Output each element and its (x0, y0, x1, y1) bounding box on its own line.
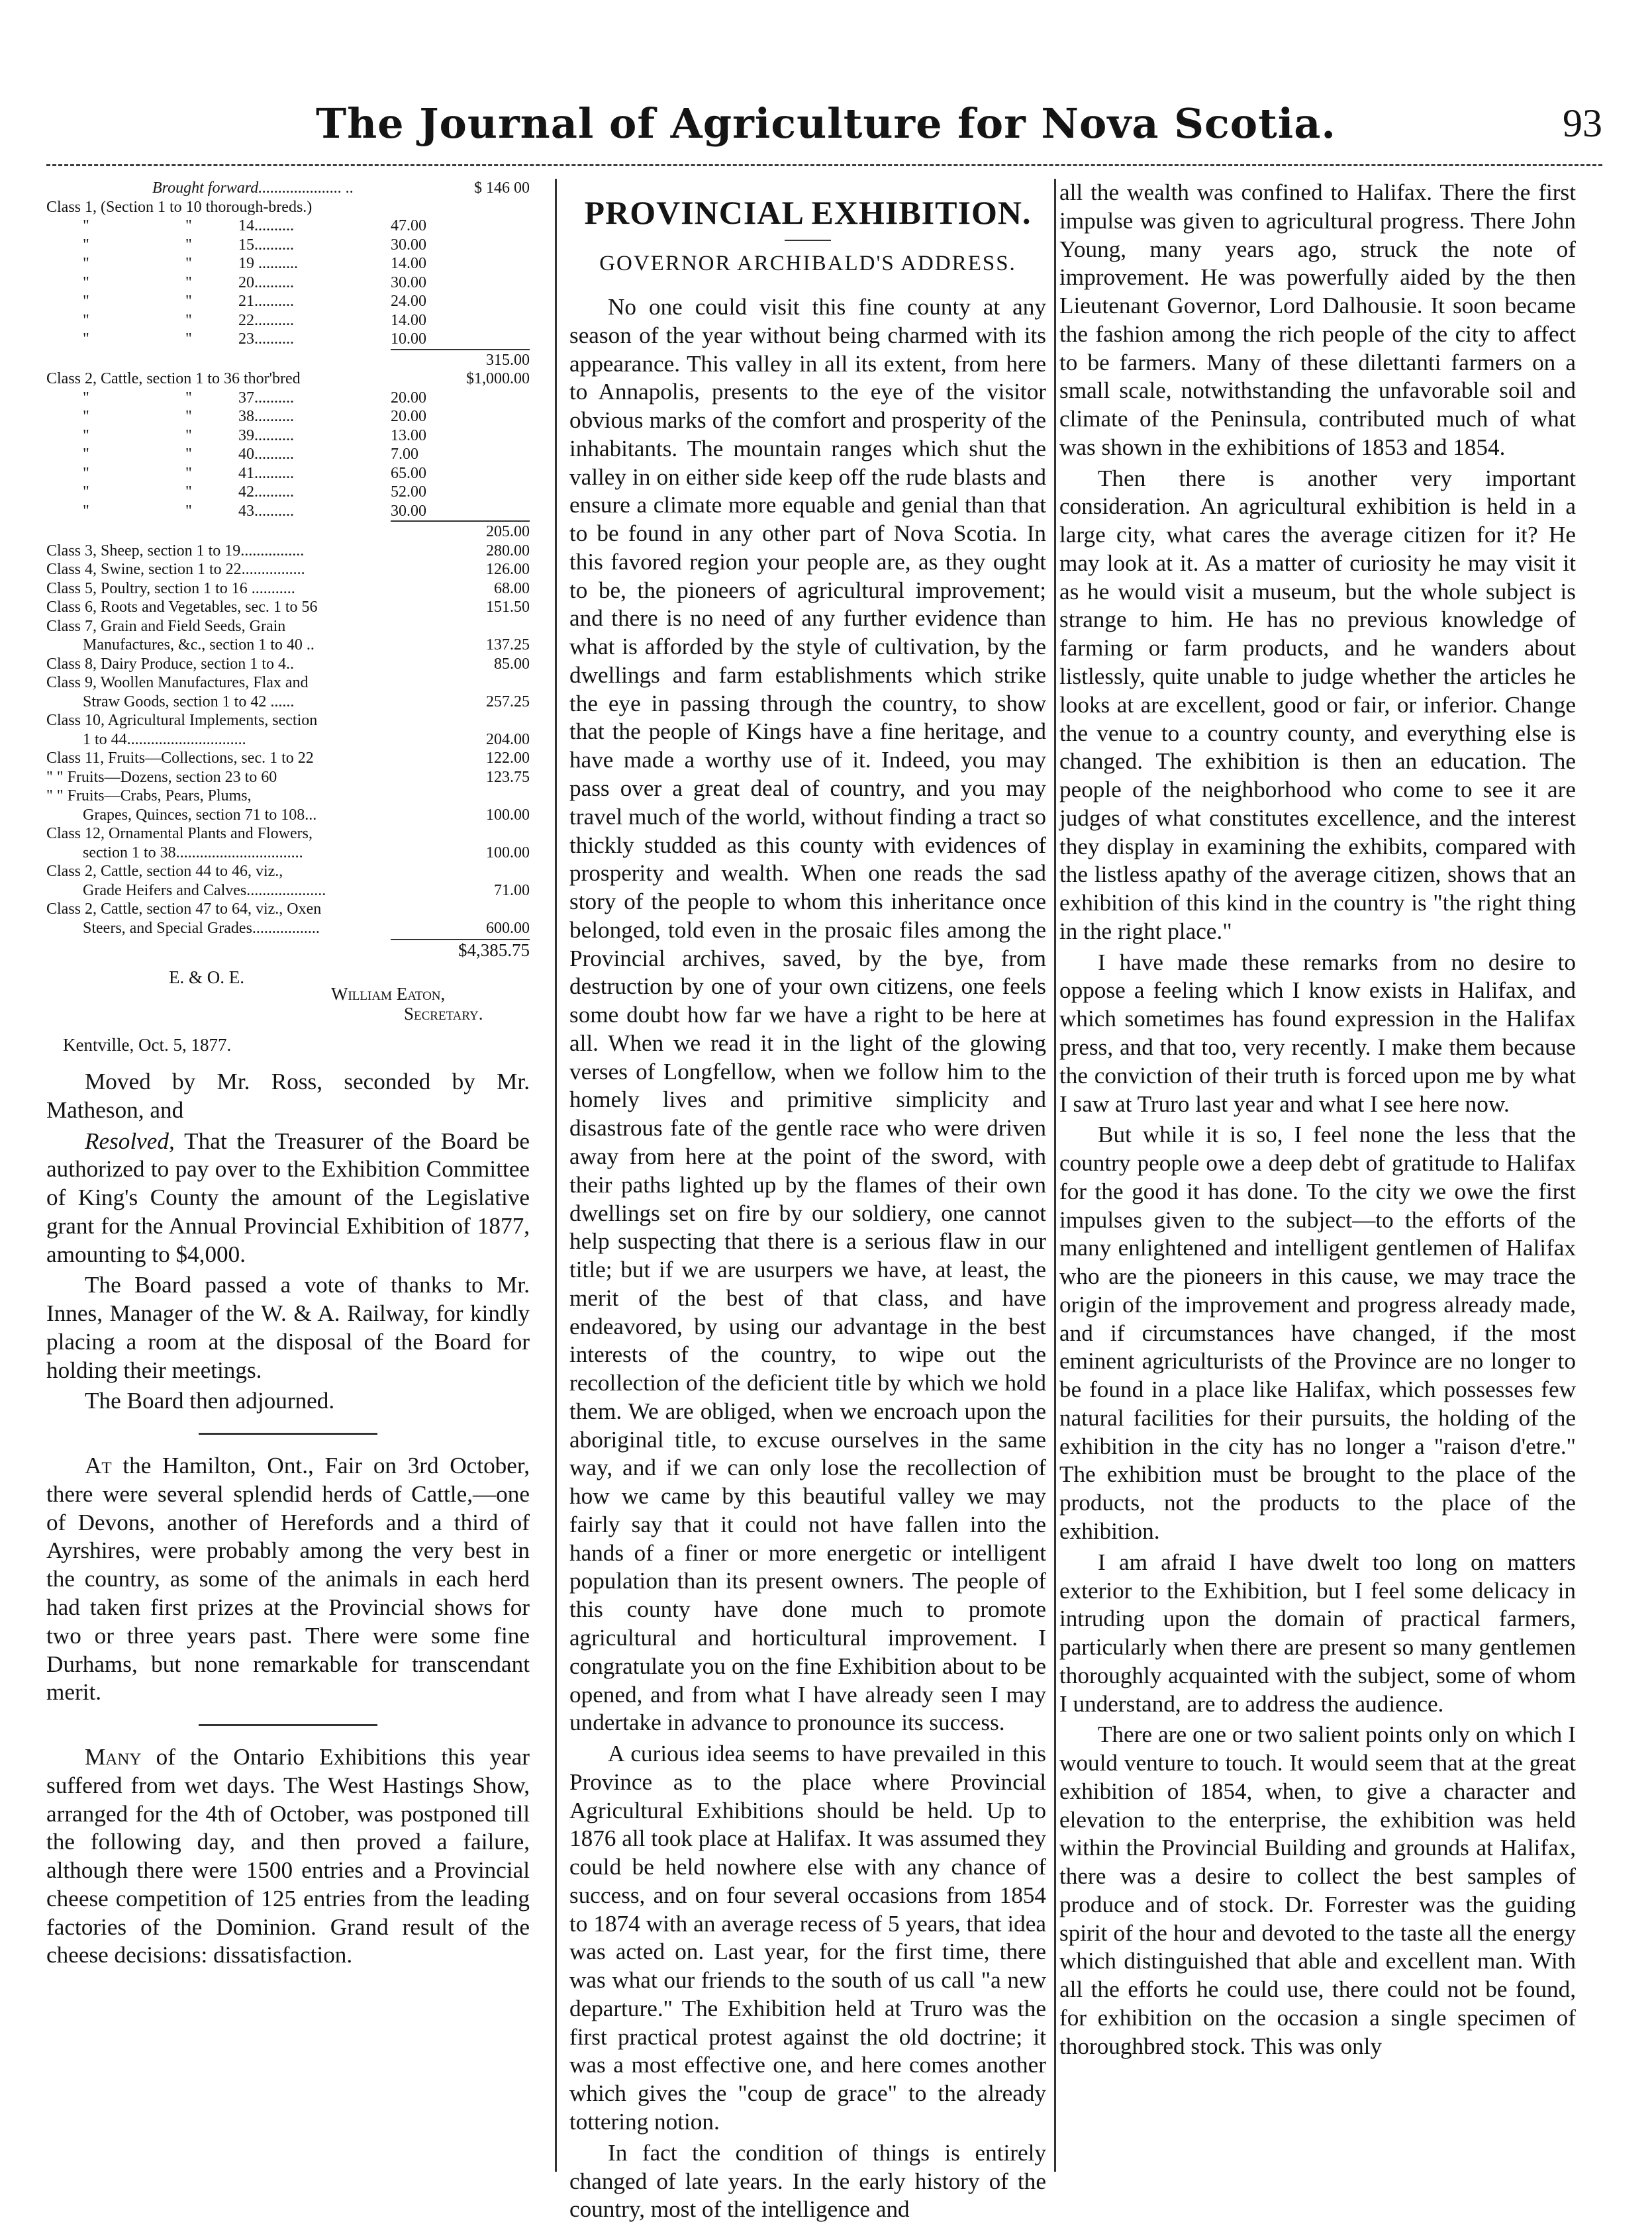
section-number: 39.......... (238, 426, 294, 444)
ditto-mark: " (83, 236, 89, 254)
ditto-mark: " (83, 330, 89, 348)
section-amount: 52.00 (391, 483, 426, 501)
section-amount: 20.00 (391, 389, 426, 407)
signature-block (46, 962, 530, 1068)
lead-word: Many (85, 1744, 142, 1770)
section-number: 20.......... (238, 273, 294, 291)
class-label: Class 5, Poultry, section 1 to 16 ........... (46, 579, 295, 597)
section-number: 38.......... (238, 408, 294, 425)
class-1-subtotal-row (46, 351, 530, 370)
ditto-mark: " (185, 311, 192, 329)
class-label: Class 11, Fruits—Collections, sec. 1 to 22 (46, 750, 314, 767)
class-2-section-row (46, 502, 530, 521)
section-number: 15.......... (238, 236, 294, 254)
section-amount: 47.00 (391, 217, 426, 234)
section-amount: 14.00 (391, 311, 426, 329)
class-line-row (46, 862, 530, 881)
class-label: Manufactures, &c., section 1 to 40 .. (83, 636, 315, 653)
section-number: 14.......... (238, 217, 294, 234)
resolved-label: Resolved, (85, 1128, 175, 1154)
class-label: Class 10, Agricultural Implements, section (46, 712, 318, 729)
ditto-mark: " (83, 255, 89, 272)
column-middle (569, 179, 1046, 2226)
class-2-section-row (46, 483, 530, 502)
class-2-title-value: $1,000.00 (466, 370, 530, 387)
section-rule (199, 1724, 377, 1726)
class-line-row (46, 579, 530, 599)
article-paragraph: No one could visit this fine county at any season of the year without being charmed with its appearance. This valley in all its extent, from here to Annapolis, presents to the eye of the visitor obvious marks of the comfort and prosperity of the inhabitants. The mountain ranges which shut the valley in on either side keep off the rude blasts and ensure a climate more equable and genial than that to be found in any other part of Nova Scotia. In this favored region your people are, as they ought to be, the pioneers of agricultural improvement; and there is no need of any further evidence than what is afforded by the style of cultivation, by the dwellings and farm establishments which strike the eye in passing through the country, to show that the people of Kings have a fine heritage, and have made a worthy use of it. Indeed, you may pass over a great deal of country, and you may travel much of the world, without finding a tract so thickly studded as this county with evidences of prosperity and wealth. When one reads the sad story of the people to whom this inheritance once belonged, told even in the prosaic files among the Provincial archives, saved, by the bye, from destruction by one of your own citizens, one feels some doubt how far we have a right to be here at all. When we read it in the light of the glowing verses of Longfellow, when we follow him to the homely lives and primitive simplicity and disastrous fate of the gentle race who were driven away from here at the point of the sword, with their paths lighted up by the flames of their own dwellings set on fire by our soldiery, one cannot help suspecting that there is a serious flaw in our title; but if we are usurpers we have, at least, the merit of the best of that class, and have endeavored, by using our advantage in the best interests of the country, to wipe out the recollection of the deficient title by which we hold them. We are obliged, when we encroach upon the aboriginal title, to excuse ourselves in the same way, and if we can only lose the recollection of how we came by this beautiful valley we may fairly say that it could not have fallen into the hands of a finer or more energetic or intelligent population than its present owners. The people of this county have done much to promote agricultural and horticultural improvement. I congratulate you on the fine Exhibition about to be opened, and from what I have already seen I may undertake in advance to pronounce its success. (569, 294, 1046, 1736)
ditto-mark: " (185, 408, 192, 425)
article-paragraph: But while it is so, I feel none the less that the country people owe a deep debt of gratitude to Halifax for the good it has done. To the city we owe the first impulses given to the subject—to the efforts of the many enlightened and intelligent gentlemen of Halifax who are the pioneers in this cause, we may trace the origin of the improvement and progress already made, and if circumstances have changed, if the most eminent agriculturists of the Province are no longer to be found in a place like Halifax, which possesses few natural facilities for their pursuits, the holding of the exhibition in the city has no longer a "raison d'etre." The exhibition must be brought to the place of the products, not the products to the place of the exhibition. (1059, 1122, 1576, 1544)
hamilton-fair-item (46, 1452, 530, 1707)
column-left (46, 179, 530, 1972)
class-amount: 126.00 (486, 561, 530, 578)
ditto-mark: " (83, 408, 89, 425)
class-label: 1 to 44.............................. (83, 730, 246, 748)
errors-omissions-note: E. & O. E. (169, 967, 244, 987)
brought-forward-row (46, 179, 530, 198)
ditto-mark: " (185, 502, 192, 520)
article-paragraph: There are one or two salient points only on which I would venture to touch. It would seem that at the great exhibition of 1854, when, to give a character and elevation to the enterprise, the exhibition was held within the Provincial Building and grounds at Halifax, there was a desire to collect the best samples of produce and of stock. Dr. Forrester was the guiding spirit of the hour and devoted to the taste all the energy which distinguished that able and excellent man. With all the efforts he could use, there could not be found, for exhibition on the occasion a single specimen of thoroughbred stock. This was only (1059, 1721, 1576, 2059)
class-amount: 100.00 (486, 844, 530, 861)
column-right (1059, 179, 1576, 2064)
ditto-mark: " (185, 217, 192, 234)
article-paragraph: I am afraid I have dwelt too long on matters exterior to the Exhibition, but I feel some delicacy in intruding upon the domain of practical farmers, particularly when there are present so many gentlemen thoroughly acquainted with the subject, some of whom I understand, are to address the audience. (1059, 1549, 1576, 1717)
resolution-text (46, 1068, 530, 1416)
class-2-subtotal: 205.00 (486, 523, 530, 540)
article-paragraph: Then there is another very important consideration. An agricultural exhibition is held in a large city, what cares the average citizen for it? He may look at it. As a matter of curiosity he may visit it as he would visit a museum, but the whole subject is strange to him. He has no previous knowledge of farming or farm products, and he wanders about listlessly, quite unable to judge whether the articles he looks at are excellent, good or fair, or inferior. Change the venue to a country county, and everything else is changed. The exhibition is then an education. The people of the neighborhood who come to see it are judges of what constitutes excellence, and the interest they display in examining the exhibits, compared with the listless apathy of the average citizen, shows that an exhibition of this kind in the country is "the right thing in the right place." (1059, 465, 1576, 944)
ditto-mark: " (185, 330, 192, 348)
article-paragraph: I have made these remarks from no desire to oppose a feeling which I know exists in Halifax, and which sometimes has found expression in the Halifax press, and that too, very recently. I make them because the conviction of their truth is forced upon me by what I saw at Truro last year and what I see here now. (1059, 949, 1576, 1117)
section-amount: 14.00 (391, 255, 426, 272)
class-amount: 280.00 (486, 542, 530, 559)
class-line-row (46, 768, 530, 787)
secretary-title: Secretary. (404, 1004, 483, 1024)
ditto-mark: " (83, 311, 89, 329)
header-rule (46, 164, 1602, 166)
ditto-mark: " (83, 502, 89, 520)
accounts-table (46, 179, 530, 962)
class-amount: 600.00 (486, 919, 530, 937)
ditto-mark: " (185, 255, 192, 272)
class-2-section-row (46, 426, 530, 446)
class-1-section-row (46, 217, 530, 236)
class-label: Class 2, Cattle, section 44 to 46, viz., (46, 863, 283, 880)
motion-paragraph: Moved by Mr. Ross, seconded by Mr. Matheson, and (46, 1069, 530, 1123)
class-1-section-row (46, 254, 530, 273)
class-amount: 122.00 (486, 750, 530, 767)
class-label: Class 2, Cattle, section 47 to 64, viz., Oxen (46, 900, 322, 918)
title-rule (785, 240, 831, 241)
class-amount: 100.00 (486, 806, 530, 824)
ditto-mark: " (83, 426, 89, 444)
total-row (46, 941, 530, 962)
class-line-row (46, 824, 530, 844)
resolved-paragraph (46, 1128, 530, 1269)
class-1-title: Class 1, (Section 1 to 10 thorough-breds.) (46, 198, 313, 216)
section-number: 23.......... (238, 330, 294, 348)
class-line-row (46, 673, 530, 693)
ditto-mark: " (83, 217, 89, 234)
ditto-mark: " (185, 426, 192, 444)
class-label: section 1 to 38................................ (83, 844, 303, 861)
section-number: 42.......... (238, 483, 294, 501)
class-label: Class 4, Swine, section 1 to 22................ (46, 561, 305, 578)
class-1-subtotal: 315.00 (486, 351, 530, 369)
class-line-row (46, 711, 530, 730)
resolved-body: That the Treasurer of the Board be authorized to pay over to the Exhibition Committee of King's County the amount of the Legislative grant for the Annual Provincial Exhibition of 1877, amounting to $4,000. (46, 1128, 530, 1267)
section-number: 43.......... (238, 502, 294, 520)
ditto-mark: " (185, 446, 192, 463)
section-amount: 10.00 (391, 330, 426, 348)
ontario-text: of the Ontario Exhibitions this year suffered from wet days. The West Hastings Show, arranged for the 4th of October, was postponed till the following day, and then proved a failure, although there were 1500 entries and a Provincial cheese competition of 125 entries from the leading factories of the Dominion. Grand result of the cheese decisions: dissatisfaction. (46, 1744, 530, 1968)
section-amount: 7.00 (391, 446, 418, 463)
class-line-row (46, 881, 530, 900)
class-2-title: Class 2, Cattle, section 1 to 36 thor'bred (46, 370, 301, 387)
section-number: 41.......... (238, 464, 294, 482)
class-2-subtotal-row (46, 522, 530, 542)
class-line-row (46, 542, 530, 561)
class-amount: 151.50 (486, 599, 530, 616)
ditto-mark: " (185, 464, 192, 482)
class-1-section-row (46, 236, 530, 255)
class-label: Grapes, Quinces, section 71 to 108... (83, 806, 317, 824)
class-amount: 71.00 (494, 881, 530, 899)
class-label: Steers, and Special Grades................. (83, 919, 320, 937)
ditto-mark: " (83, 464, 89, 482)
section-amount: 30.00 (391, 236, 426, 254)
accounts-list (46, 179, 530, 962)
section-number: 37.......... (238, 389, 294, 407)
column-divider (555, 179, 557, 2172)
class-label: Straw Goods, section 1 to 42 ...... (83, 693, 295, 710)
brought-forward-label: Brought forward..................... .. (152, 179, 354, 197)
class-line-row (46, 636, 530, 655)
class-label: " " Fruits—Crabs, Pears, Plums, (46, 787, 252, 804)
ditto-mark: " (83, 273, 89, 291)
ditto-mark: " (83, 483, 89, 501)
class-amount: 85.00 (494, 655, 530, 673)
ditto-mark: " (83, 389, 89, 407)
section-amount: 30.00 (391, 273, 426, 291)
thanks-paragraph: The Board passed a vote of thanks to Mr. Innes, Manager of the W. & A. Railway, for kindly placing a room at the disposal of the Board for holding their meetings. (46, 1272, 530, 1383)
class-amount: 137.25 (486, 636, 530, 653)
article-paragraph: A curious idea seems to have prevailed in this Province as to the place where Provincial Agricultural Exhibitions should be held. Up to 1876 all took place at Halifax. It was assumed they could be held nowhere else with any chance of success, and on four several occasions from 1854 to 1874 with an average recess of 5 years, that idea was acted on. Last year, for the first time, there was what our friends to the south of us call "a new departure." The Exhibition held at Truro was the first practical protest against the old doctrine; it was a most effective one, and here comes another which gives the "coup de grace" to the already tottering notion. (569, 1741, 1046, 2135)
class-amount: 257.25 (486, 693, 530, 710)
class-line-row (46, 844, 530, 863)
class-amount: 204.00 (486, 730, 530, 748)
class-label: Class 3, Sheep, section 1 to 19................ (46, 542, 305, 559)
class-line-row (46, 749, 530, 768)
class-line-row (46, 787, 530, 806)
class-line-row (46, 693, 530, 712)
secretary-name: William Eaton, (331, 984, 446, 1004)
class-label: Class 8, Dairy Produce, section 1 to 4.. (46, 655, 294, 673)
section-number: 19 .......... (238, 255, 298, 272)
section-number: 21.......... (238, 293, 294, 310)
class-line-row (46, 730, 530, 750)
class-2-section-row (46, 464, 530, 483)
section-rule (199, 1433, 377, 1435)
article-paragraph: all the wealth was confined to Halifax. There the first impulse was given to agricultural progress. There John Young, many years ago, struck the note of improvement. He was powerfully aided by the then Lieutenant Governor, Lord Dalhousie. It soon became the fashion among the rich people of the city to affect to be farmers. Many of these dilettanti farmers on a small scale, notwithstanding the unfavorable soil and climate of the Peninsula, contributed much of what was shown in the exhibitions of 1853 and 1854. (1059, 179, 1576, 460)
section-amount: 65.00 (391, 464, 426, 482)
class-amount: 68.00 (494, 579, 530, 597)
article-body-right (1059, 179, 1576, 2061)
lead-word: At (85, 1453, 112, 1479)
ditto-mark: " (83, 293, 89, 310)
class-line-row (46, 806, 530, 825)
journal-title: The Journal of Agriculture for Nova Scotia. (315, 99, 1337, 148)
class-line-row (46, 655, 530, 674)
column-divider (1054, 179, 1056, 2172)
section-amount: 20.00 (391, 408, 426, 425)
article-paragraph: In fact the condition of things is entirely changed of late years. In the early history of the country, most of the intelligence and (569, 2139, 1046, 2223)
ditto-mark: " (185, 273, 192, 291)
ditto-mark: " (83, 446, 89, 463)
class-label: " " Fruits—Dozens, section 23 to 60 (46, 768, 277, 786)
section-amount: 13.00 (391, 426, 426, 444)
class-1-title-row (46, 198, 530, 217)
class-2-section-row (46, 445, 530, 464)
grand-total: $4,385.75 (458, 941, 530, 960)
ditto-mark: " (185, 293, 192, 310)
hamilton-text: the Hamilton, Ont., Fair on 3rd October, there were several splendid herds of Cattle,—one of Devons, another of Herefords and a third of Ayrshires, were probably among the very best in the country, as some of the animals in each herd had taken first prizes at the Provincial shows for two or three years past. There were some fine Durhams, but none remarkable for transcendant merit. (46, 1453, 530, 1706)
class-label: Class 12, Ornamental Plants and Flowers, (46, 825, 313, 842)
class-line-row (46, 560, 530, 579)
place-date: Kentville, Oct. 5, 1877. (63, 1035, 232, 1055)
brought-forward-value: $ 146 00 (474, 179, 530, 197)
class-1-section-row (46, 292, 530, 311)
page-number: 93 (1563, 101, 1602, 145)
section-amount: 30.00 (391, 502, 426, 520)
ontario-exhibitions-item (46, 1743, 530, 1970)
class-2-section-row (46, 389, 530, 408)
article-title: PROVINCIAL EXHIBITION. (584, 194, 1032, 231)
class-2-title-row (46, 369, 530, 389)
class-1-section-row (46, 273, 530, 293)
class-line-row (46, 598, 530, 617)
class-label: Class 9, Woollen Manufactures, Flax and (46, 674, 309, 691)
class-label: Class 7, Grain and Field Seeds, Grain (46, 617, 286, 635)
ditto-mark: " (185, 236, 192, 254)
article-subtitle: GOVERNOR ARCHIBALD'S ADDRESS. (599, 252, 1016, 275)
section-number: 40.......... (238, 446, 294, 463)
section-amount: 24.00 (391, 293, 426, 310)
page-header (50, 99, 1602, 166)
class-amount: 123.75 (486, 768, 530, 786)
ditto-mark: " (185, 389, 192, 407)
article-body-middle (569, 293, 1046, 2224)
class-label: Grade Heifers and Calves.................... (83, 881, 326, 899)
section-number: 22.......... (238, 311, 294, 329)
class-line-row (46, 617, 530, 636)
class-line-row (46, 919, 530, 938)
ditto-mark: " (185, 483, 192, 501)
class-line-row (46, 900, 530, 919)
class-1-section-row (46, 311, 530, 330)
adjourned-paragraph: The Board then adjourned. (85, 1388, 335, 1414)
class-label: Class 6, Roots and Vegetables, sec. 1 to 56 (46, 599, 318, 616)
class-2-section-row (46, 407, 530, 426)
class-1-section-row (46, 330, 530, 349)
